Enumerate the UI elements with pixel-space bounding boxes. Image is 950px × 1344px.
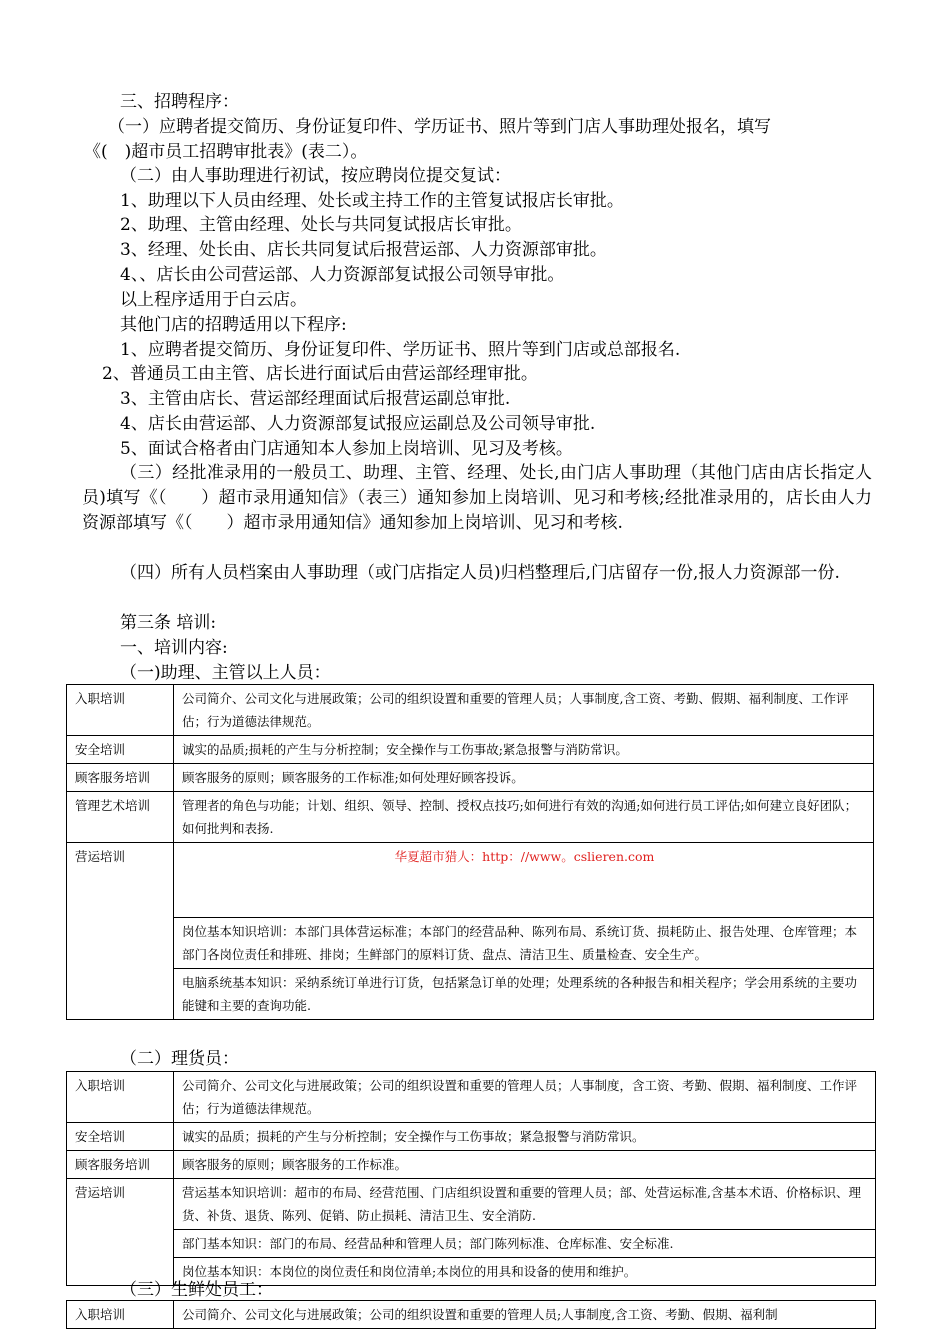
training-table-stock-clerks xyxy=(66,1071,876,1286)
table-row xyxy=(67,843,874,918)
list-item: 4、、店长由公司营运部、人力资源部复试报公司领导审批。 xyxy=(120,265,565,285)
table-cell-key: 入职培训 xyxy=(67,685,174,736)
paragraph-line: 其他门店的招聘适用以下程序: xyxy=(120,315,347,335)
table-row xyxy=(67,969,874,1020)
table-row xyxy=(67,1179,876,1230)
table-row xyxy=(67,1301,876,1329)
table-cell-value: 管理者的角色与功能；计划、组织、领导、控制、授权点技巧;如何进行有效的沟通;如何进行员工评估;如何建立良好团队；如何批判和表扬. xyxy=(174,792,874,843)
subsection-heading: （一)助理、主管以上人员： xyxy=(120,663,331,683)
table-cell-value: 部门基本知识：部门的布局、经营品种和管理人员；部门陈列标准、仓库标准、安全标准. xyxy=(174,1230,876,1258)
table-row xyxy=(67,736,874,764)
table-cell-key: 顾客服务培训 xyxy=(67,764,174,792)
paragraph-line: （一）应聘者提交简历、身份证复印件、学历证书、照片等到门店人事助理处报名，填写 xyxy=(108,117,771,137)
table-row xyxy=(67,1072,876,1123)
list-item: 2、普通员工由主管、店长进行面试后由营运部经理审批。 xyxy=(102,364,538,384)
table-cell-value: 顾客服务的原则；顾客服务的工作标准。 xyxy=(174,1151,876,1179)
list-item: 1、助理以下人员由经理、处长或主持工作的主管复试报店长审批。 xyxy=(120,191,624,211)
training-table-fresh-staff xyxy=(66,1300,876,1329)
table-row xyxy=(67,918,874,969)
table-cell-value: 公司简介、公司文化与进展政策；公司的组织设置和重要的管理人员；人事制度，含工资、考勤、假期、福利制度、工作评估；行为道德法律规范。 xyxy=(174,1072,876,1123)
section-heading-training-content: 一、培训内容: xyxy=(120,638,228,658)
paragraph-line: （二）由人事助理进行初试，按应聘岗位提交复试： xyxy=(120,166,511,186)
table-cell-key: 营运培训 xyxy=(67,1179,174,1286)
table-cell-key: 入职培训 xyxy=(67,1072,174,1123)
table-cell-value: 岗位基本知识培训：本部门具体营运标准；本部门的经营品种、陈列布局、系统订货、损耗防止、报告处理、仓库管理；本部门各岗位责任和排班、排岗；生鲜部门的原料订货、盘点、清洁卫生、质量检查、安全生产。 xyxy=(174,918,874,969)
table-row xyxy=(67,792,874,843)
list-item: 2、助理、主管由经理、处长与共同复试报店长审批。 xyxy=(120,215,522,235)
table-cell-key: 顾客服务培训 xyxy=(67,1151,174,1179)
paragraph-line: 《( )超市员工招聘审批表》(表二）。 xyxy=(84,142,368,162)
table-cell-key: 入职培训 xyxy=(67,1301,174,1329)
watermark-text: 华夏超市猎人：http：//www。cslieren.com xyxy=(174,843,874,918)
training-table-managers xyxy=(66,684,874,1020)
subsection-heading: （二）理货员： xyxy=(120,1049,239,1069)
table-cell-value: 诚实的品质;损耗的产生与分析控制；安全操作与工伤事故;紧急报警与消防常识。 xyxy=(174,736,874,764)
table-cell-key: 安全培训 xyxy=(67,1123,174,1151)
list-item: 5、面试合格者由门店通知本人参加上岗培训、见习及考核。 xyxy=(120,439,573,459)
list-item: 4、店长由营运部、人力资源部复试报应运副总及公司领导审批. xyxy=(120,414,596,434)
table-cell-value: 电脑系统基本知识：采纳系统订单进行订货，包括紧急订单的处理；处理系统的各种报告和相关程序；学会用系统的主要功能键和主要的查询功能. xyxy=(174,969,874,1020)
section-heading-recruitment-procedure: 三、招聘程序： xyxy=(120,92,239,112)
table-row xyxy=(67,764,874,792)
table-cell-value: 营运基本知识培训：超市的布局、经营范围、门店组织设置和重要的管理人员；部、处营运标准,含基本术语、价格标识、理货、补货、退货、陈列、促销、防止损耗、清洁卫生、安全消防. xyxy=(174,1179,876,1230)
subsection-heading: （三）生鲜处员工： xyxy=(120,1280,273,1300)
article-heading-training: 第三条 培训: xyxy=(120,613,217,633)
list-item: 1、应聘者提交简历、身份证复印件、学历证书、照片等到门店或总部报名. xyxy=(120,340,681,360)
list-item: 3、主管由店长、营运部经理面试后报营运副总审批. xyxy=(120,389,511,409)
table-cell-value: 岗位基本知识：本岗位的岗位责任和岗位清单;本岗位的用具和设备的使用和维护。 xyxy=(174,1258,876,1286)
table-row xyxy=(67,1151,876,1179)
table-row xyxy=(67,685,874,736)
table-cell-key: 安全培训 xyxy=(67,736,174,764)
paragraph-archive: （四）所有人员档案由人事助理（或门店指定人员)归档整理后,门店留存一份,报人力资源部一份. xyxy=(120,563,840,583)
table-cell-value: 公司简介、公司文化与进展政策；公司的组织设置和重要的管理人员;人事制度,含工资、考勤、假期、福利制 xyxy=(174,1301,876,1329)
paragraph-approval: （三）经批准录用的一般员工、助理、主管、经理、处长,由门店人事助理（其他门店由店长指定人员)填写《（ ）超市录用通知信》（表三）通知参加上岗培训、见习和考核;经批准录用的，店长由人力资源部填写《（ ）超市录用通知信》通知参加上岗培训、见习和考核. xyxy=(82,463,872,533)
table-cell-key: 管理艺术培训 xyxy=(67,792,174,843)
paragraph-line: 以上程序适用于白云店。 xyxy=(120,290,307,310)
table-cell-key: 营运培训 xyxy=(67,843,174,1020)
table-cell-value: 公司简介、公司文化与进展政策；公司的组织设置和重要的管理人员；人事制度,含工资、考勤、假期、福利制度、工作评估；行为道德法律规范。 xyxy=(174,685,874,736)
table-cell-value: 顾客服务的原则；顾客服务的工作标准;如何处理好顾客投诉。 xyxy=(174,764,874,792)
table-row xyxy=(67,1230,876,1258)
table-cell-value: 诚实的品质；损耗的产生与分析控制；安全操作与工伤事故；紧急报警与消防常识。 xyxy=(174,1123,876,1151)
list-item: 3、经理、处长由、店长共同复试后报营运部、人力资源部审批。 xyxy=(120,240,607,260)
table-row xyxy=(67,1123,876,1151)
